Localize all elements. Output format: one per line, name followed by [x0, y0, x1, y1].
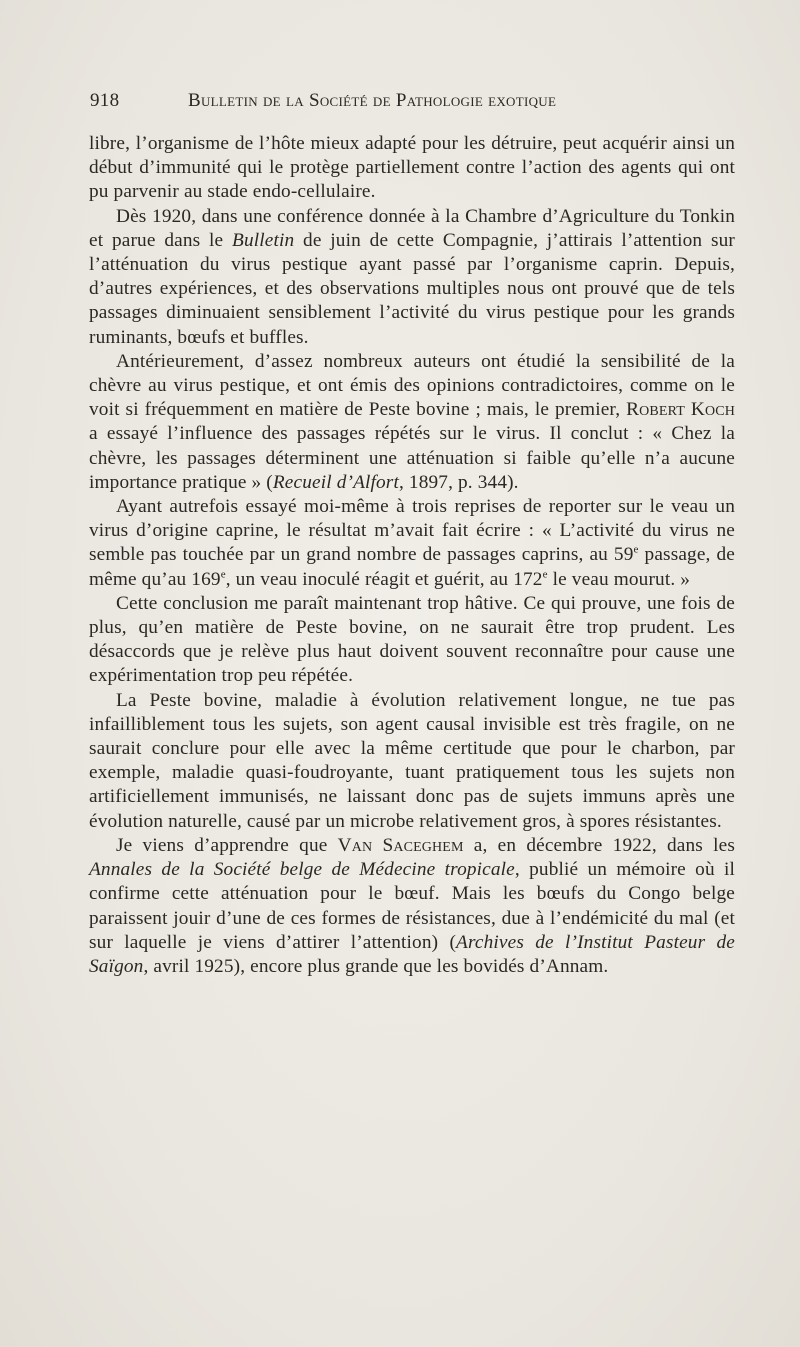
- italic-text: Annales de la Société belge de Médecine tropicale: [89, 859, 515, 881]
- text-run: Ayant autrefois essayé moi-même à trois reprises de reporter sur le veau un virus d’origine caprine, le résultat m’avait fait écrire : « L’activité du virus ne semble pas touchée par un grand nombre de passages caprins, au 59: [89, 496, 735, 566]
- text-run: , publié un mémoire où il confirme cette atténuation pour le bœuf. Mais les bœufs du Congo belge paraissent jouir d’une de ces formes de résistances, due à l’endémicité du mal (et sur laquelle je viens d’attirer l’attention) (: [89, 859, 736, 953]
- text-run: , avril 1925), encore plus grande que les bovidés d’Annam.: [143, 955, 609, 977]
- paragraph: [89, 592, 735, 689]
- text-run: passage, de même qu’au 169: [89, 544, 736, 590]
- page-number: 918: [90, 90, 120, 111]
- text-run: Antérieurement, d’assez nombreux auteurs ont étudié la sensibilité de la chèvre au virus pestique, et ont émis des opinions contradictoires, comme on le voit si fréquemment en matière de Peste bovine ; mais, le premier,: [89, 350, 735, 421]
- text-run: libre, l’organisme de l’hôte mieux adapté pour les détruire, peut acquérir ainsi un début d’immunité qui le protège partiellement contre l’action des agents qui ont pu parvenir au stade endo-cellulaire.: [89, 133, 735, 203]
- ordinal-superscript: e: [633, 544, 639, 557]
- text-run: le veau mourut. »: [547, 568, 691, 590]
- text-run: Je viens d’apprendre que: [116, 834, 338, 856]
- paragraph: [89, 350, 735, 495]
- paragraph: [89, 132, 735, 205]
- italic-text: Archives de l’Institut Pasteur de Saïgon: [89, 931, 736, 977]
- text-run: a, en décembre 1922, dans les: [463, 834, 735, 856]
- author-name: Van Saceghem: [337, 834, 464, 856]
- page-header: [90, 86, 650, 116]
- italic-text: Bulletin: [232, 229, 295, 251]
- body-text: [89, 132, 735, 979]
- paragraph: [89, 689, 735, 834]
- text-run: , 1897, p. 344).: [398, 471, 519, 493]
- paragraph: [89, 495, 735, 592]
- ordinal-superscript: e: [542, 568, 548, 581]
- text-run: a essayé l’influence des passages répétés sur le virus. Il conclut : « Chez la chèvre, les passages déterminent une atténuation si faible qu’elle n’a aucune importance pratique » (: [89, 423, 735, 493]
- running-head: Bulletin de la Société de Pathologie exotique: [188, 90, 557, 111]
- paragraph: [89, 205, 735, 350]
- text-run: Cette conclusion me paraît maintenant trop hâtive. Ce qui prouve, une fois de plus, qu’en matière de Peste bovine, on ne saurait être trop prudent. Les désaccords que je relève plus haut doivent souvent reconnaître pour cause une expérimentation trop peu répétée.: [89, 592, 735, 687]
- italic-text: Recueil d’Alfort: [272, 471, 399, 493]
- text-run: Dès 1920, dans une conférence donnée à la Chambre d’Agriculture du Tonkin et parue dans le: [89, 205, 735, 251]
- text-run: , un veau inoculé réagit et guérit, au 172: [225, 568, 543, 590]
- text-run: La Peste bovine, maladie à évolution relativement longue, ne tue pas infailliblement tous les sujets, son agent causal invisible est très fragile, on ne saurait conclure pour elle avec la même certitude que pour le charbon, par exemple, maladie quasi-foudroyante, tuant pratiquement tous les sujets non artificiellement immunisés, ne laissant donc pas de sujets immuns après une évolution naturelle, causé par un microbe relativement gros, à spores résistantes.: [89, 689, 735, 832]
- author-name: Robert Koch: [626, 399, 735, 421]
- paragraph: [89, 834, 735, 979]
- ordinal-superscript: e: [220, 568, 226, 581]
- text-run: de juin de cette Compagnie, j’attirais l’attention sur l’atténuation du virus pestique ayant passé par l’organisme caprin. Depuis, d’autres expériences, et des observations multiples nous ont prouvé que de tels passages diminuaient sensiblement l’activité du virus pestique pour les grands ruminants, bœufs et buffles.: [89, 229, 735, 348]
